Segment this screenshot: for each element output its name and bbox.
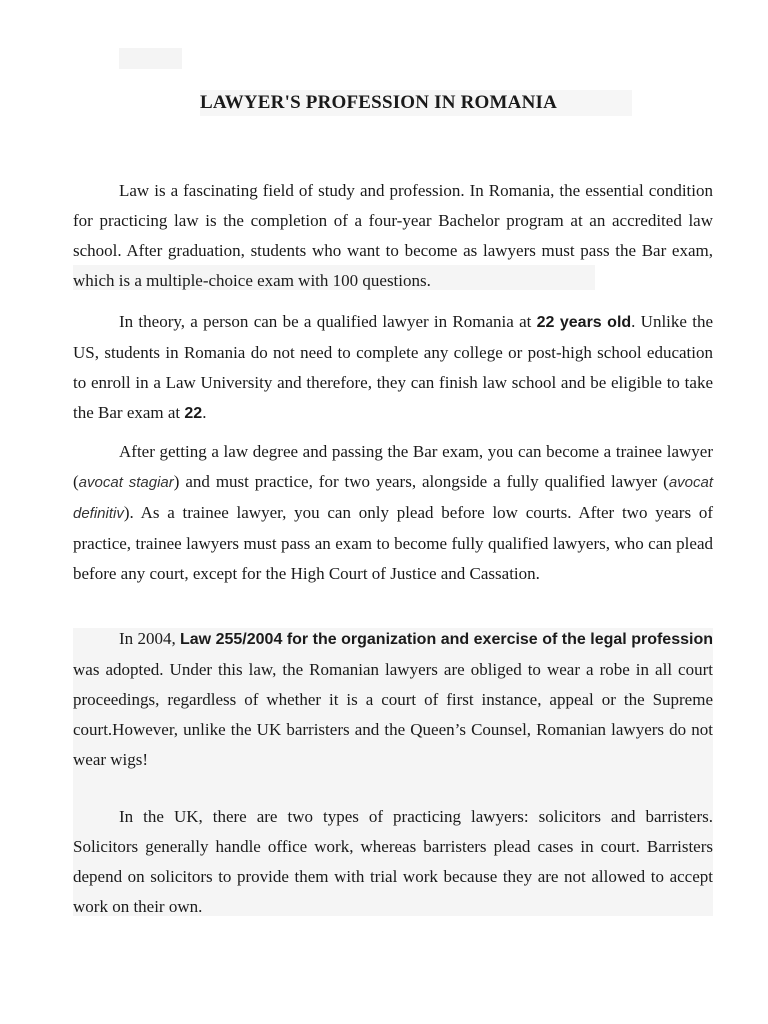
document-title: LAWYER'S PROFESSION IN ROMANIA (200, 90, 632, 116)
paragraph-law-2004 (73, 624, 713, 775)
paragraph-text: In 2004, (119, 629, 180, 648)
bold-age-short: 22 (184, 405, 203, 422)
paragraph-text: ). As a trainee lawyer, you can only plead before low courts. After two years of practice, trainee lawyers must pass an exam to become fully qualified lawyers, who can plead before any court, except for the High Court of Justice and Cassation. (73, 503, 713, 583)
header-placeholder (119, 48, 182, 69)
paragraph-intro: Law is a fascinating field of study and profession. In Romania, the essential condition for practicing law is the completion of a four-year Bachelor program at an accredited law school. After graduation, students who want to become as lawyers must pass the Bar exam, which is a multiple-choice exam with 100 questions. (73, 181, 713, 290)
paragraph-text: After getting a law degree and passing the Bar exam, you can become a trainee lawyer ( (73, 442, 713, 491)
paragraph-qualification-age (73, 307, 713, 429)
italic-term-stagiar: avocat stagiar (78, 474, 174, 491)
paragraph-text: In theory, a person can be a qualified lawyer in Romania at (119, 312, 537, 331)
italic-term-definitiv: avocat definitiv (73, 474, 714, 522)
paragraph-text: . Unlike the US, students in Romania do not need to complete any college or post-high school education to enroll in a Law University and therefore, they can finish law school and be eligible to take the Bar exam at (73, 312, 713, 422)
paragraph-trainee (73, 437, 713, 589)
bold-law-name: Law 255/2004 for the organization and exercise of the legal profession (180, 631, 713, 648)
paragraph-uk-lawyers: In the UK, there are two types of practicing lawyers: solicitors and barristers. Solicitors generally handle office work, whereas barristers plead cases in court. Barristers depend on solicitors to provide them with trial work because they are not allowed to accept work on their own. (73, 807, 713, 916)
paragraph-text: was adopted. Under this law, the Romanian lawyers are obliged to wear a robe in all court proceedings, regardless of whether it is a court of first instance, appeal or the Supreme court.However, unlike the UK barristers and the Queen’s Counsel, Romanian lawyers do not wear wigs! (73, 660, 713, 769)
paragraph-text: . (202, 403, 207, 422)
bold-age: 22 years old (536, 314, 632, 331)
paragraph-text: ) and must practice, for two years, alongside a fully qualified lawyer ( (173, 472, 669, 491)
